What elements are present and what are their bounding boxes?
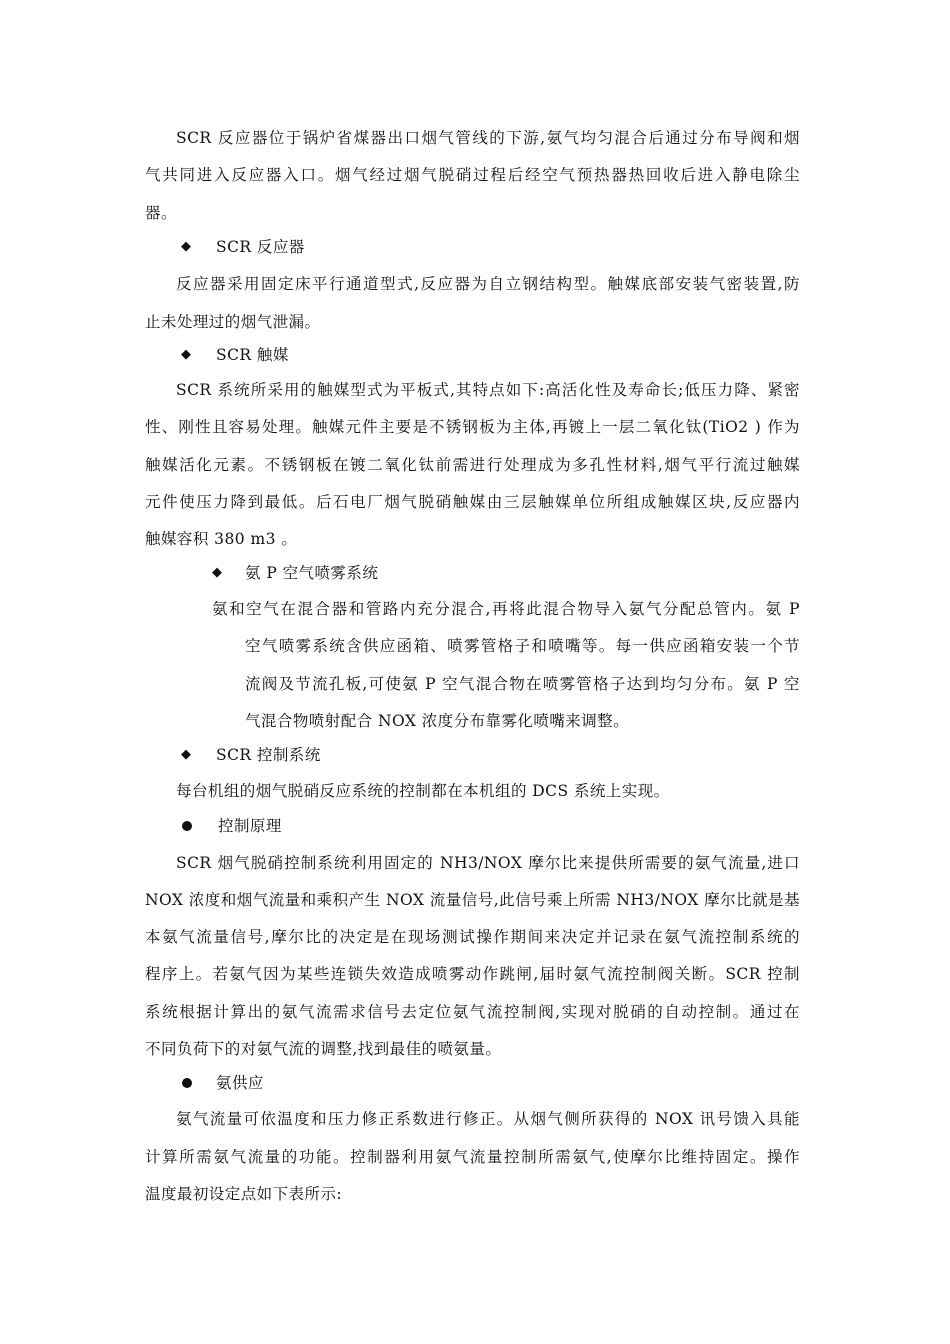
section-heading: 氨供应 — [216, 1074, 264, 1092]
round-bullet-icon — [182, 821, 192, 831]
section-heading: SCR 触媒 — [216, 346, 289, 364]
paragraph-line: 性、刚性且容易处理。触媒元件主要是不锈钢板为主体,再镀上一层二氧化钛(TiO2 ) 作为 — [145, 418, 800, 436]
diamond-bullet-icon: ◆ — [181, 747, 191, 762]
section-heading: 控制原理 — [218, 817, 282, 835]
paragraph-line: 器。 — [145, 204, 177, 222]
diamond-bullet-icon: ◆ — [212, 565, 222, 580]
section-heading: SCR 反应器 — [216, 238, 305, 256]
diamond-bullet-icon: ◆ — [181, 347, 191, 362]
diamond-bullet-icon: ◆ — [181, 239, 191, 254]
paragraph-line: 氨和空气在混合器和管路内充分混合,再将此混合物导入氨气分配总管内。氨 P — [212, 600, 800, 618]
round-bullet-icon — [182, 1078, 192, 1088]
section-heading: SCR 控制系统 — [216, 746, 321, 764]
paragraph-line: 空气喷雾系统含供应函箱、喷雾管格子和喷嘴等。每一供应函箱安装一个节 — [245, 637, 800, 655]
paragraph-line: 本氨气流量信号,摩尔比的决定是在现场测试操作期间来决定并记录在氨气流控制系统的 — [145, 928, 800, 946]
paragraph-line: 气共同进入反应器入口。烟气经过烟气脱硝过程后经空气预热器热回收后进入静电除尘 — [145, 166, 800, 184]
paragraph-line: 反应器采用固定床平行通道型式,反应器为自立钢结构型。触媒底部安装气密装置,防 — [176, 275, 800, 293]
paragraph-line: 元件使压力降到最低。后石电厂烟气脱硝触媒由三层触媒单位所组成触媒区块,反应器内 — [145, 493, 800, 511]
section-heading: 氨 P 空气喷雾系统 — [245, 564, 379, 582]
paragraph-line: 计算所需氨气流量的功能。控制器利用氨气流量控制所需氨气,使摩尔比维持固定。操作 — [145, 1148, 800, 1166]
paragraph-line: NOX 浓度和烟气流量和乘积产生 NOX 流量信号,此信号乘上所需 NH3/NOX 摩尔比就是基 — [145, 891, 800, 909]
paragraph-line: 止未处理过的烟气泄漏。 — [145, 313, 321, 331]
paragraph-line: 温度最初设定点如下表所示: — [145, 1185, 343, 1203]
paragraph-line: 气混合物喷射配合 NOX 浓度分布靠雾化喷嘴来调整。 — [245, 712, 630, 730]
paragraph-line: SCR 系统所采用的触媒型式为平板式,其特点如下:高活化性及寿命长;低压力降、紧密 — [176, 381, 800, 399]
paragraph-line: 触媒活化元素。不锈钢板在镀二氧化钛前需进行处理成为多孔性材料,烟气平行流过触媒 — [145, 456, 800, 474]
paragraph-line: 程序上。若氨气因为某些连锁失效造成喷雾动作跳闸,届时氨气流控制阀关断。SCR 控制 — [145, 965, 800, 983]
paragraph-line: 氨气流量可依温度和压力修正系数进行修正。从烟气侧所获得的 NOX 讯号馈入具能 — [176, 1110, 800, 1128]
paragraph-line: 不同负荷下的对氨气流的调整,找到最佳的喷氨量。 — [145, 1040, 502, 1058]
paragraph-line: SCR 烟气脱硝控制系统利用固定的 NH3/NOX 摩尔比来提供所需要的氨气流量,进口 — [176, 854, 800, 872]
paragraph-line: 系统根据计算出的氨气流需求信号去定位氨气流控制阀,实现对脱硝的自动控制。通过在 — [145, 1003, 800, 1021]
paragraph-line: 每台机组的烟气脱硝反应系统的控制都在本机组的 DCS 系统上实现。 — [176, 782, 670, 800]
paragraph-line: 流阀及节流孔板,可使氨 P 空气混合物在喷雾管格子达到均匀分布。氨 P 空 — [245, 675, 800, 693]
paragraph-line: 触媒容积 380 m3 。 — [145, 530, 298, 548]
paragraph-line: SCR 反应器位于锅炉省煤器出口烟气管线的下游,氨气均匀混合后通过分布导阀和烟 — [176, 129, 800, 147]
